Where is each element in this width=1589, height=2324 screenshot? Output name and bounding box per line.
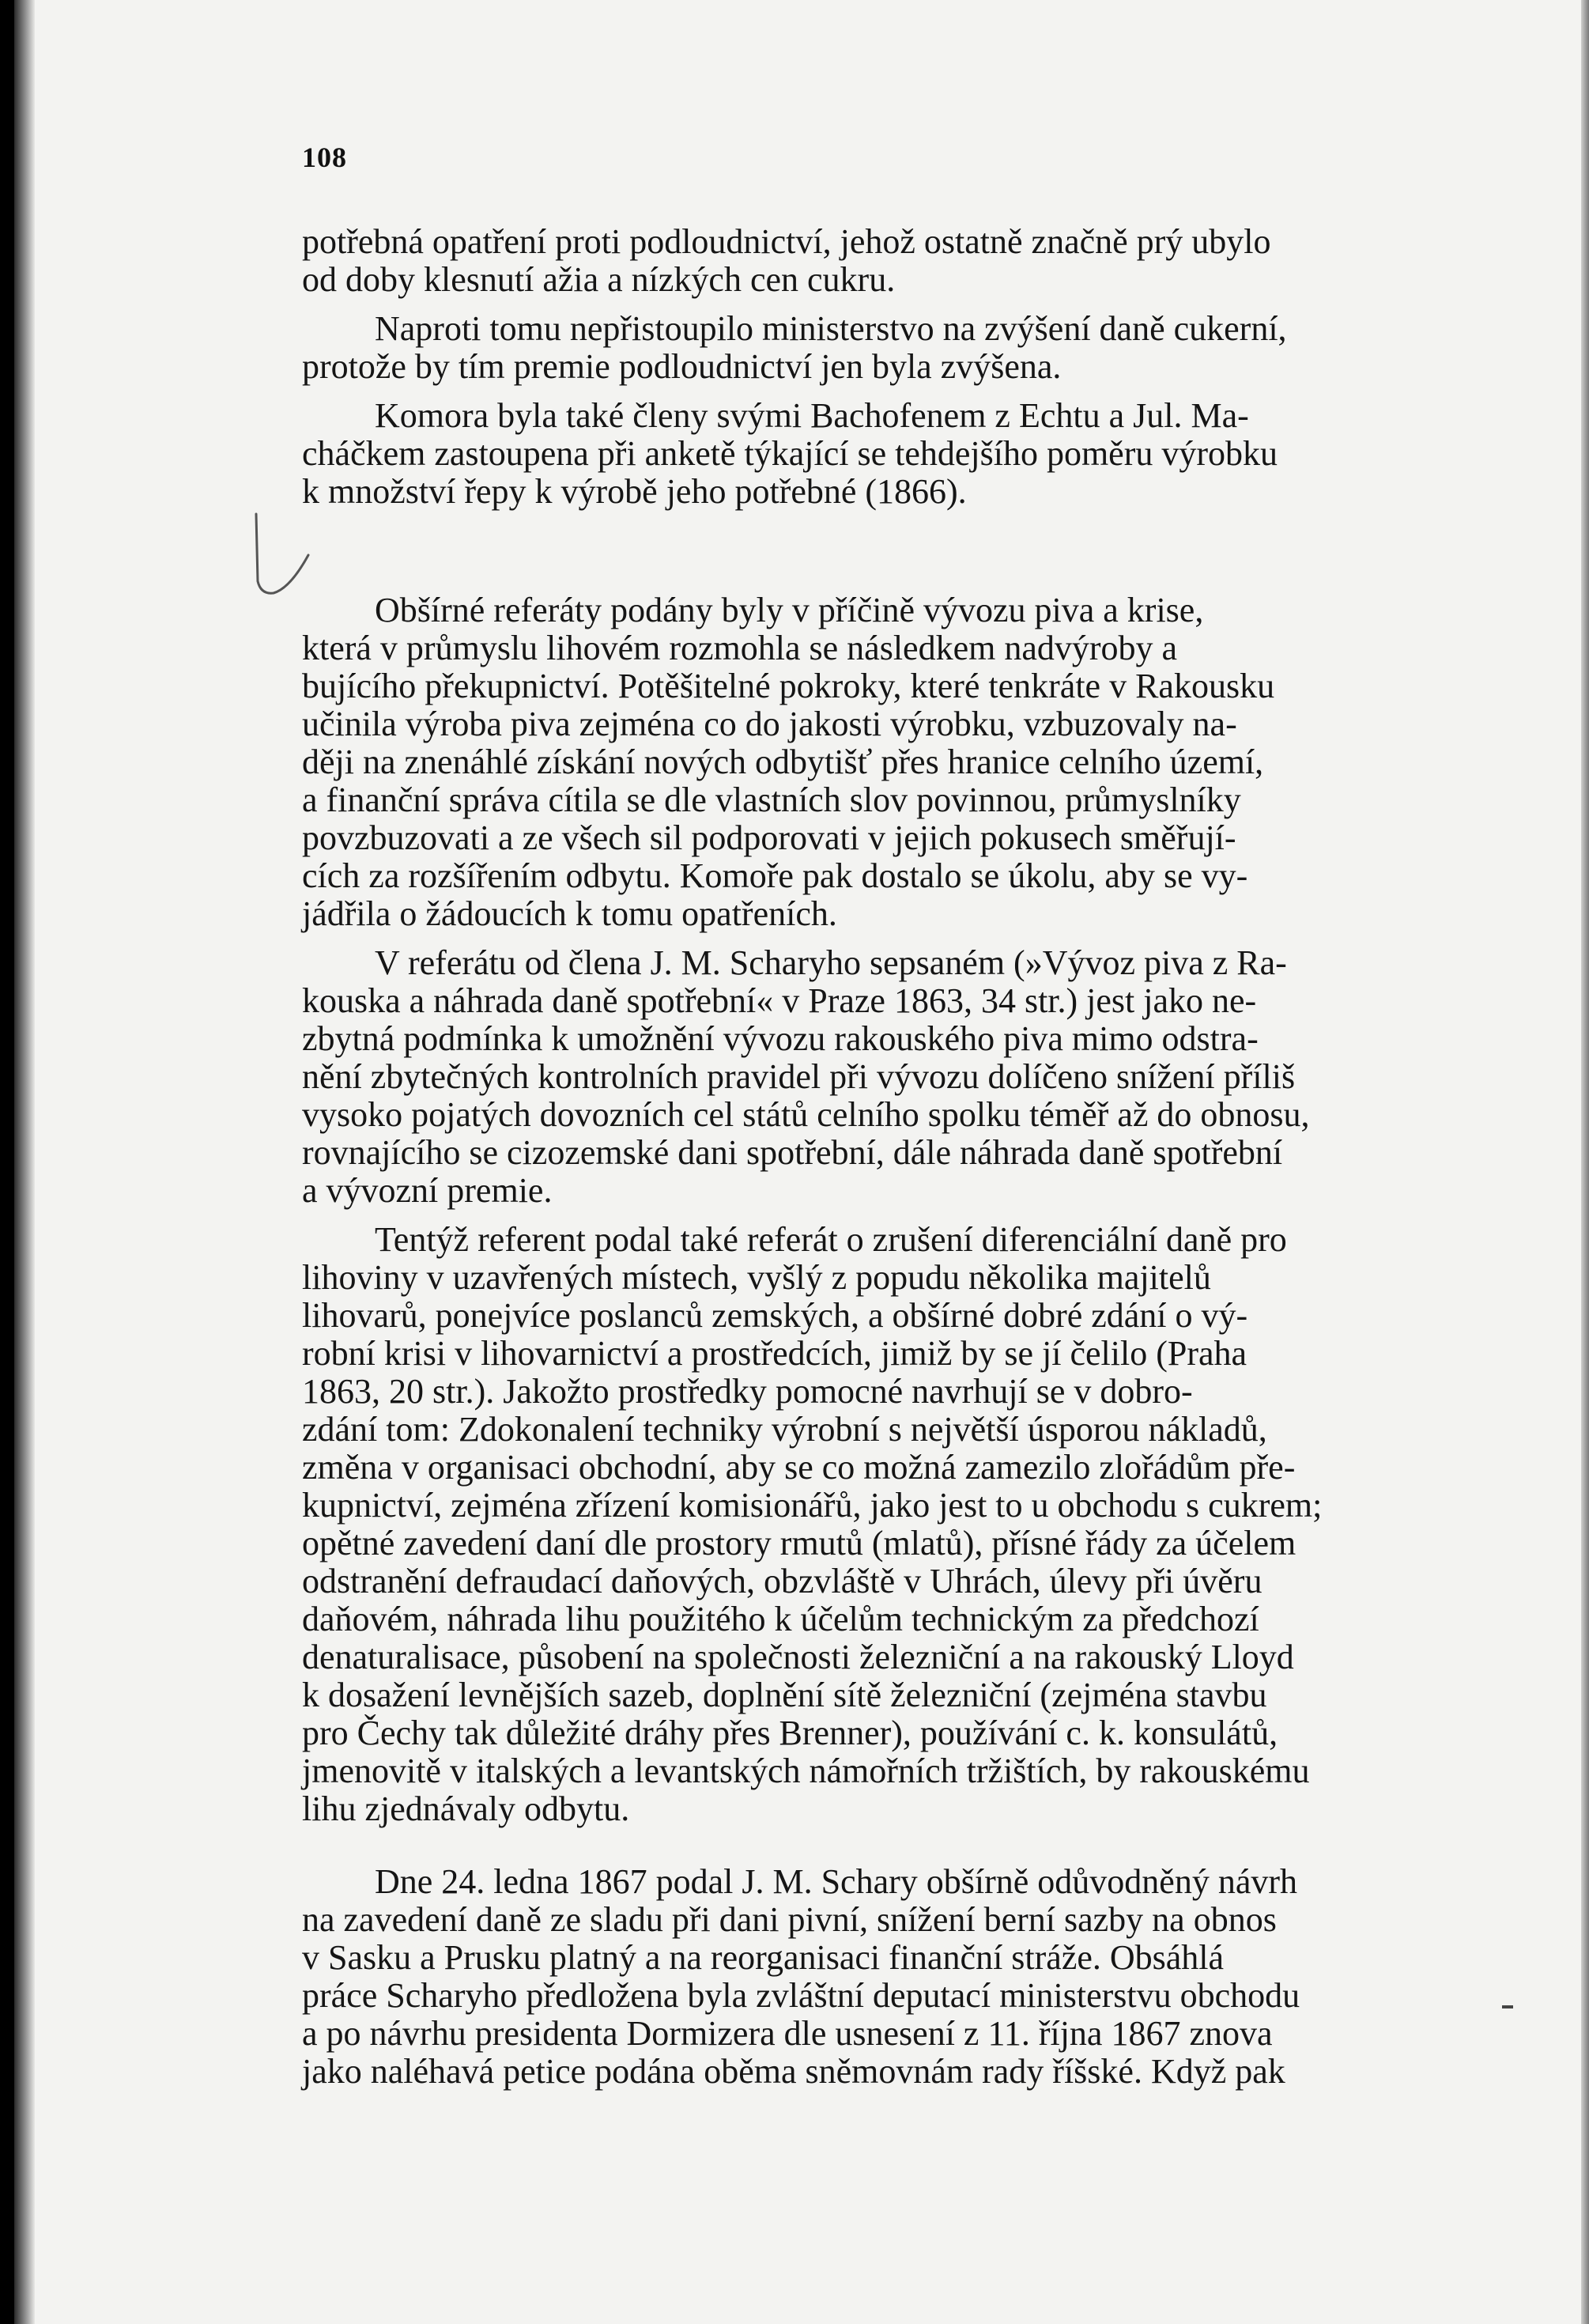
text-line: a finanční správa cítila se dle vlastních slov povinnou, průmyslníky — [302, 780, 1241, 819]
text-line: robní krisi v lihovarnictví a prostředcích, jimiž by se jí čelilo (Praha — [302, 1334, 1247, 1373]
text-line: 1863, 20 str.). Jakožto prostředky pomocné navrhují se v dobro- — [302, 1372, 1193, 1411]
text-line: pro Čechy tak důležité dráhy přes Brenner), používání c. k. konsulátů, — [302, 1714, 1278, 1752]
text-line: k dosažení levnějších sazeb, doplnění sítě železniční (zejména stavbu — [302, 1676, 1267, 1714]
text-line: od doby klesnutí ažia a nízkých cen cukru. — [302, 260, 896, 299]
text-line: Obšírné referáty podány byly v příčině vývozu piva a krise, — [375, 591, 1204, 629]
text-line: opětné zavedení daní dle prostory rmutů (mlatů), přísné řády za účelem — [302, 1524, 1296, 1563]
text-line: kouska a náhrada daně spotřební« v Praze 1863, 34 str.) jest jako ne- — [302, 981, 1257, 1020]
text-line: V referátu od člena J. M. Scharyho sepsaném (»Vývoz piva z Ra- — [375, 943, 1287, 982]
text-line: učinila výroba piva zejména co do jakosti výrobku, vzbuzovaly na- — [302, 705, 1237, 743]
margin-dash-mark — [1502, 2005, 1513, 2008]
text-line: protože by tím premie podloudnictví jen byla zvýšena. — [302, 347, 1062, 386]
paragraph-2 — [302, 310, 1391, 386]
text-line: a vývozní premie. — [302, 1171, 553, 1210]
page-number: 108 — [302, 142, 347, 173]
text-line: lihu zjednávaly odbytu. — [302, 1789, 630, 1828]
text-line: odstranění defraudací daňových, obzvláště v Uhrách, úlevy při úvěru — [302, 1562, 1263, 1600]
text-line: kupnictví, zejména zřízení komisionářů, jako jest to u obchodu s cukrem; — [302, 1486, 1323, 1525]
text-line: Dne 24. ledna 1867 podal J. M. Schary obšírně odůvodněný návrh — [375, 1862, 1298, 1901]
text-line: denaturalisace, působení na společnosti železniční a na rakouský Lloyd — [302, 1638, 1294, 1676]
paragraph-6 — [302, 1221, 1391, 1828]
text-line: v Sasku a Prusku platný a na reorganisaci finanční stráže. Obsáhlá — [302, 1938, 1225, 1977]
text-line: povzbuzovati a ze všech sil podporovati v jejich pokusech směřují- — [302, 818, 1236, 857]
paragraph-7 — [302, 1863, 1391, 2091]
paragraph-4 — [302, 591, 1391, 933]
text-line: vysoko pojatých dovozních cel států celního spolku téměř až do obnosu, — [302, 1095, 1310, 1134]
text-line: potřebná opatření proti podloudnictví, jehož ostatně značně prý ubylo — [302, 222, 1271, 261]
text-line: k množství řepy k výrobě jeho potřebné (1866). — [302, 472, 967, 511]
binding-shadow — [14, 0, 35, 2324]
text-line: bujícího překupnictví. Potěšitelné pokroky, které tenkráte v Rakousku — [302, 667, 1275, 705]
paragraph-1 — [302, 223, 1391, 299]
body-text — [302, 223, 1391, 2091]
text-line: Komora byla také členy svými Bachofenem z Echtu a Jul. Ma- — [375, 396, 1249, 435]
text-line: která v průmyslu lihovém rozmohla se následkem nadvýroby a — [302, 629, 1178, 667]
text-line: cháčkem zastoupena při anketě týkající se tehdejšího poměru výrobku — [302, 434, 1278, 473]
text-line: daňovém, náhrada lihu použitého k účelům technickým za předchozí — [302, 1600, 1259, 1638]
text-line: na zavedení daně ze sladu při dani pivní, snížení berní sazby na obnos — [302, 1900, 1277, 1939]
text-line: práce Scharyho předložena byla zvláštní deputací ministerstvu obchodu — [302, 1976, 1300, 2015]
text-line: a po návrhu presidenta Dormizera dle usnesení z 11. října 1867 znova — [302, 2014, 1273, 2053]
paragraph-5 — [302, 944, 1391, 1210]
text-line: Naproti tomu nepřistoupilo ministerstvo na zvýšení daně cukerní, — [375, 309, 1287, 348]
text-line: změna v organisaci obchodní, aby se co možná zamezilo zlořádům pře- — [302, 1448, 1296, 1487]
text-line: jako naléhavá petice podána oběma sněmovnám rady říšské. Když pak — [302, 2052, 1285, 2091]
page-edge — [1581, 0, 1589, 2324]
paragraph-3 — [302, 397, 1391, 511]
text-line: jádřila o žádoucích k tomu opatřeních. — [302, 894, 837, 933]
text-line: zbytná podmínka k umožnění vývozu rakouského piva mimo odstra- — [302, 1019, 1259, 1058]
text-line: rovnajícího se cizozemské dani spotřební, dále náhrada daně spotřební — [302, 1133, 1283, 1172]
text-line: lihovarů, ponejvíce poslanců zemských, a obšírné dobré zdání o vý- — [302, 1296, 1248, 1335]
text-line: nění zbytečných kontrolních pravidel při vývozu dolíčeno snížení příliš — [302, 1057, 1296, 1096]
text-line: ději na znenáhlé získání nových odbytišť přes hranice celního území, — [302, 743, 1264, 781]
margin-pencil-mark — [247, 506, 310, 601]
text-line: Tentýž referent podal také referát o zrušení diferenciální daně pro — [375, 1220, 1287, 1259]
text-line: zdání tom: Zdokonalení techniky výrobní s největší úsporou nákladů, — [302, 1410, 1267, 1449]
text-line: cích za rozšířením odbytu. Komoře pak dostalo se úkolu, aby se vy- — [302, 856, 1248, 895]
text-line: jmenovitě v italských a levantských námořních tržištích, by rakouskému — [302, 1752, 1310, 1790]
text-line: lihoviny v uzavřených místech, vyšlý z popudu několika majitelů — [302, 1258, 1211, 1297]
